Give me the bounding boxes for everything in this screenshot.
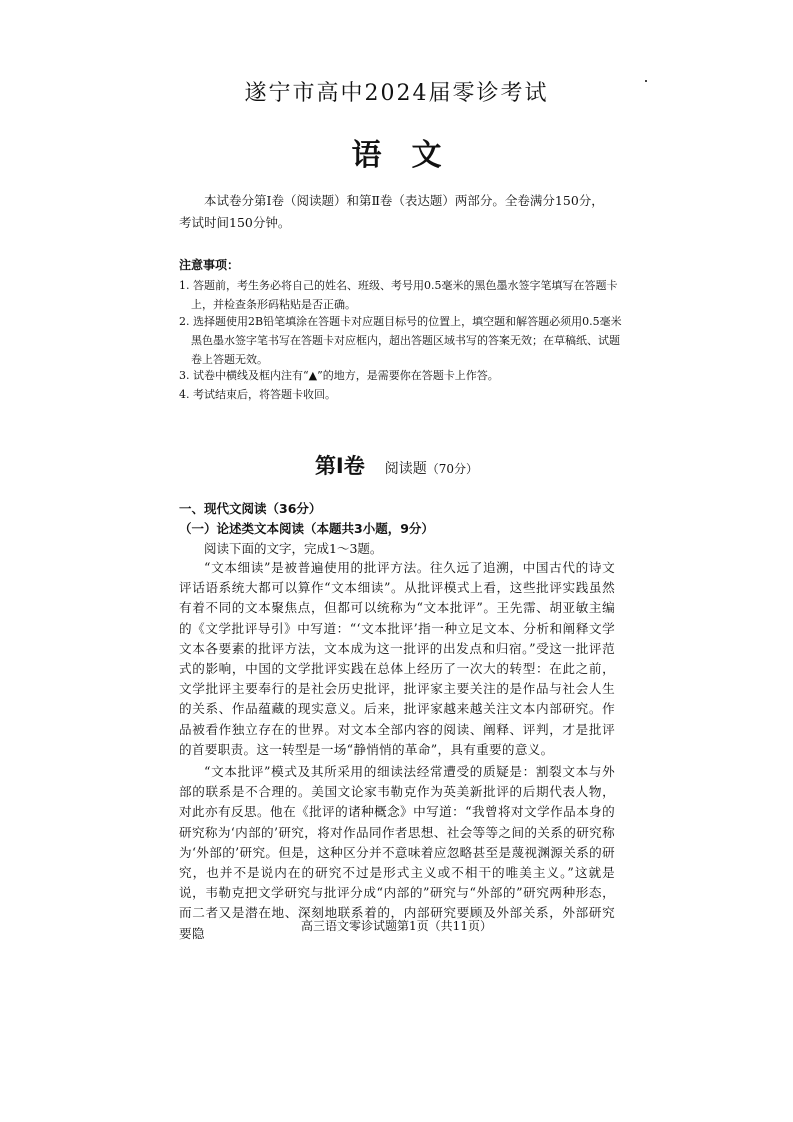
- notice-item: 4. 考试结束后，将答题卡收回。: [179, 388, 336, 401]
- section-title: 一、现代文阅读（36分）: [179, 501, 322, 516]
- passage-paragraph: “文本细读”是被普遍使用的批评方法。往久远了追溯，中国古代的诗文评话语系统大都可以算作“文本细读”。从批评模式上看，这些批评实践虽然有着不同的文本聚焦点，但都可以统称为“文本批评”。王先霈、胡亚敏主编的《文学批评导引》中写道：“‘文本批评’指一种立足文本、分析和阐释文学文本各要素的批评方法，文本成为这一批评的出发点和归宿。”受这一批评范式的影响，中国的文学批评实践在总体上经历了一次大的转型：在此之前，文学批评主要奉行的是社会历史批评，批评家主要关注的是作品与社会人生的关系、作品蕴藏的现实意义。后来，批评家越来越关注文本内部研究。作品被看作独立存在的世界。对文本全部内容的阅读、阐释、评判，才是批评的首要职责。这一转型是一场“静悄悄的革命”，具有重要的意义。: [179, 560, 615, 757]
- notice-item: 1. 答题前，考生务必将自己的姓名、班级、考号用0.5毫米的黑色墨水签字笔填写在答题卡上，并检查条形码粘贴是否正确。: [179, 279, 618, 311]
- part-name: 阅读题: [384, 461, 427, 477]
- passage-paragraph: “文本批评”模式及其所采用的细读法经常遭受的质疑是：割裂文本与外部的联系是不合理的。美国文论家韦勒克作为英美新批评的后期代表人物，对此亦有反思。他在《批评的诸种概念》中写道：“我曾将对文学作品本身的研究称为‘内部的’研究，将对作品同作者思想、社会等等之间的关系的研究称为‘外部的’研究。但是，这种区分并不意味着应忽略甚至是蔑视渊源关系的研究，也并不是说内在的研究不过是形式主义或不相干的唯美主义。”这就是说，韦勒克把文学研究与批评分成“内部的”研究与“外部的”研究两种形态，而二者又是潜在地、深刻地联系着的，内部研究要顾及外部关系，外部研究要隐: [179, 764, 615, 941]
- notice-item: 3. 试卷中横线及框内注有“▲”的地方，是需要你在答题卡上作答。: [179, 369, 499, 382]
- page-footer: 高三语文零诊试题第1页（共11页）: [301, 919, 492, 933]
- scan-mark: [645, 80, 647, 82]
- notice-heading: 注意事项：: [179, 258, 240, 272]
- part-heading: [0, 450, 793, 480]
- reading-instruction: 阅读下面的文字，完成1～3题。: [204, 541, 383, 556]
- subject-title: 语文: [351, 138, 472, 173]
- part-score: （70分）: [426, 462, 479, 476]
- exam-title: 遂宁市高中2024届零诊考试: [244, 81, 549, 106]
- exam-intro: 本试卷分第Ⅰ卷（阅读题）和第Ⅱ卷（表达题）两部分。全卷满分150分，考试时间150分钟。: [179, 193, 604, 230]
- part-title: 第Ⅰ卷: [314, 454, 365, 478]
- section-subtitle: （一）论述类文本阅读（本题共3小题，9分）: [179, 521, 434, 536]
- notice-item: 2. 选择题使用2B铅笔填涂在答题卡对应题目标号的位置上，填空题和解答题必须用0.5毫米黑色墨水签字笔书写在答题卡对应框内，超出答题区域书写的答案无效；在草稿纸、试题卷上答题无效。: [179, 315, 622, 366]
